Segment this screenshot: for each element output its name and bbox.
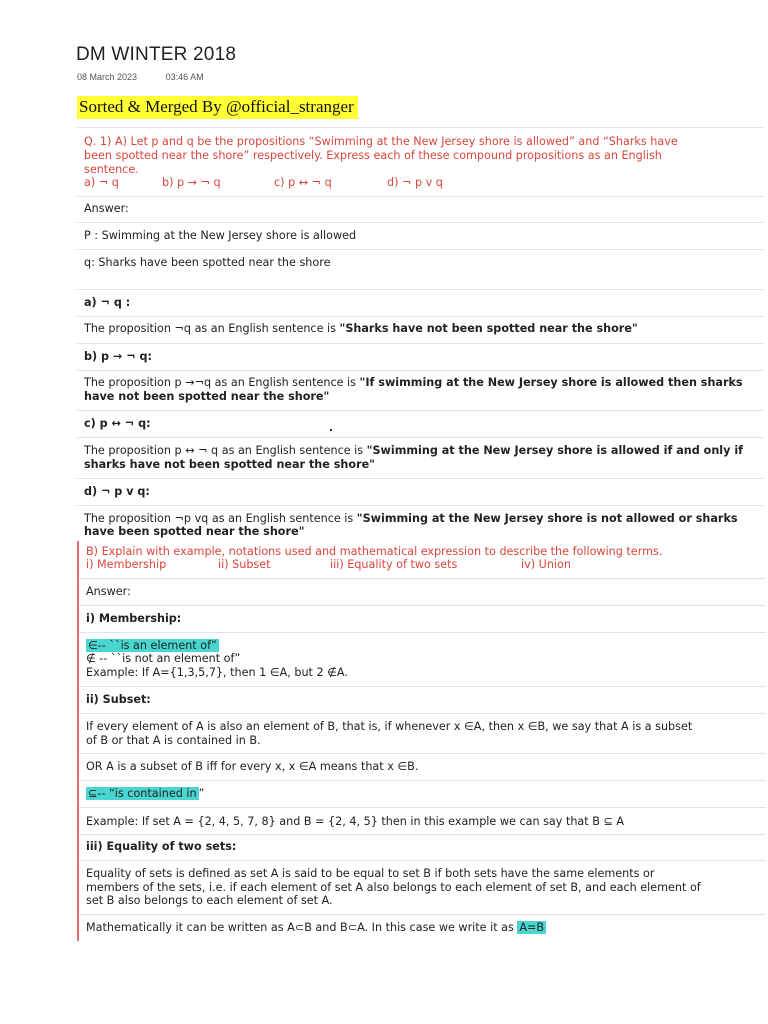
part-b-answer-line-2: have not been spotted near the shore" — [84, 390, 330, 403]
subset-symbol — [86, 787, 204, 801]
term-union: iv) Union — [521, 558, 571, 571]
cursor-dot — [330, 429, 332, 431]
q1-question-line-1: Q. 1) A) Let p and q be the propositions “Swimming at the New Jersey shore is allowed” and “Sharks have — [84, 135, 678, 148]
part-d-prefix: The proposition ¬p vq as an English sentence is — [84, 512, 357, 525]
divider — [77, 196, 764, 197]
q1-question-line-3: sentence. — [84, 163, 139, 176]
equality-math-text: Mathematically it can be written as A⊂B and B⊂A. In this case we write it as — [86, 921, 518, 934]
divider — [79, 807, 766, 808]
q1-option-b: b) p → ¬ q — [162, 176, 221, 189]
divider — [79, 860, 766, 861]
q1-option-c: c) p ↔ ¬ q — [274, 176, 332, 189]
equality-definition-line-3: set B also belongs to each element of set A. — [86, 894, 333, 907]
part-c-sentence-1: "Swimming at the New Jersey shore is allowed if and only if — [366, 444, 744, 457]
p-definition: P : Swimming at the New Jersey shore is allowed — [84, 229, 357, 242]
page-title: DM WINTER 2018 — [76, 44, 237, 65]
part-c-prefix: The proposition p ↔ ¬ q as an English sentence is — [84, 444, 367, 457]
term-subset: ii) Subset — [218, 558, 271, 571]
divider — [77, 410, 764, 411]
equality-result-highlight: A=B — [519, 921, 545, 934]
divider — [77, 343, 764, 344]
equality-heading: iii) Equality of two sets: — [86, 840, 237, 853]
divider — [79, 632, 766, 633]
page-meta — [77, 72, 230, 82]
equality-definition-line-2: members of the sets, i.e. if each element of set A also belongs to each element of set B, and each element of — [86, 881, 701, 894]
subset-alt-definition: OR A is a subset of B iff for every x, x ∈A means that x ∈B. — [86, 760, 419, 773]
part-b-prefix: The proposition p →¬q as an English sentence is — [84, 376, 360, 389]
membership-heading: i) Membership: — [86, 612, 182, 625]
credit-highlight: Sorted & Merged By @official_stranger — [77, 96, 358, 119]
equality-math — [86, 921, 546, 935]
question-1-block — [77, 127, 764, 538]
q1-question-line-2: been spotted near the shore” respectively. Express each of these compound propositions as an English — [84, 149, 662, 162]
membership-example: Example: If A={1,3,5,7}, then 1 ∈A, but 2 ∉A. — [86, 666, 348, 679]
q-definition: q: Sharks have been spotted near the shore — [84, 256, 331, 269]
divider — [77, 222, 764, 223]
part-b-heading: b) p → ¬ q: — [84, 350, 152, 363]
term-equality: iii) Equality of two sets — [330, 558, 458, 571]
equality-definition-line-1: Equality of sets is defined as set A is said to be equal to set B if both sets have the same elements or — [86, 867, 655, 880]
part-a-heading: a) ¬ q : — [84, 296, 131, 309]
q1b-answer-label: Answer: — [86, 585, 131, 598]
subset-symbol-end: ” — [198, 787, 205, 800]
divider — [77, 316, 764, 317]
part-d-sentence-1: "Swimming at the New Jersey shore is not allowed or sharks — [356, 512, 738, 525]
page-date: 08 March 2023 — [77, 72, 138, 82]
part-c-answer-line-1 — [84, 444, 743, 458]
term-membership: i) Membership — [86, 558, 167, 571]
question-1b-block — [77, 541, 766, 941]
part-b-sentence-1: "If swimming at the New Jersey shore is allowed then sharks — [359, 376, 743, 389]
part-d-answer-line-1 — [84, 512, 738, 526]
q1-option-d: d) ¬ p v q — [387, 176, 443, 189]
q1-option-a: a) ¬ q — [84, 176, 119, 189]
part-d-answer-line-2: have been spotted near the shore" — [84, 525, 305, 538]
membership-not-element-of: ∉ -- ``is not an element of” — [86, 652, 241, 665]
divider — [77, 437, 764, 438]
divider — [77, 370, 764, 371]
divider — [77, 505, 764, 506]
part-a-answer — [84, 322, 638, 336]
membership-element-of — [86, 639, 219, 653]
divider — [79, 914, 766, 915]
divider — [77, 289, 764, 290]
divider — [77, 478, 764, 479]
divider — [77, 249, 764, 250]
part-b-answer-line-1 — [84, 376, 743, 390]
part-c-heading: c) p ↔ ¬ q: — [84, 417, 151, 430]
divider — [79, 780, 766, 781]
contained-in-highlight: ⊆-- “is contained in — [88, 787, 197, 800]
divider — [79, 686, 766, 687]
subset-heading: ii) Subset: — [86, 693, 151, 706]
divider — [79, 753, 766, 754]
subset-definition-line-1: If every element of A is also an element of B, that is, if whenever x ∈A, then x ∈B, we say that A is a subset — [86, 720, 693, 733]
divider — [79, 578, 766, 579]
divider — [77, 127, 764, 128]
subset-example: Example: If set A = {2, 4, 5, 7, 8} and B = {2, 4, 5} then in this example we can say that B ⊆ A — [86, 815, 625, 828]
element-of-highlight: ∈-- ``is an element of” — [88, 639, 217, 652]
page-time: 03:46 AM — [165, 72, 204, 82]
subset-definition-line-2: of B or that A is contained in B. — [86, 734, 261, 747]
q1-answer-label: Answer: — [84, 202, 129, 215]
divider — [79, 713, 766, 714]
divider — [79, 605, 766, 606]
part-a-prefix: The proposition ¬q as an English sentence is — [84, 322, 340, 335]
q1b-question: B) Explain with example, notations used and mathematical expression to describe the following terms. — [86, 545, 663, 558]
part-c-answer-line-2: sharks have not been spotted near the shore" — [84, 458, 376, 471]
divider — [79, 834, 766, 835]
part-a-sentence: "Sharks have not been spotted near the shore" — [339, 322, 638, 335]
part-d-heading: d) ¬ p v q: — [84, 485, 150, 498]
